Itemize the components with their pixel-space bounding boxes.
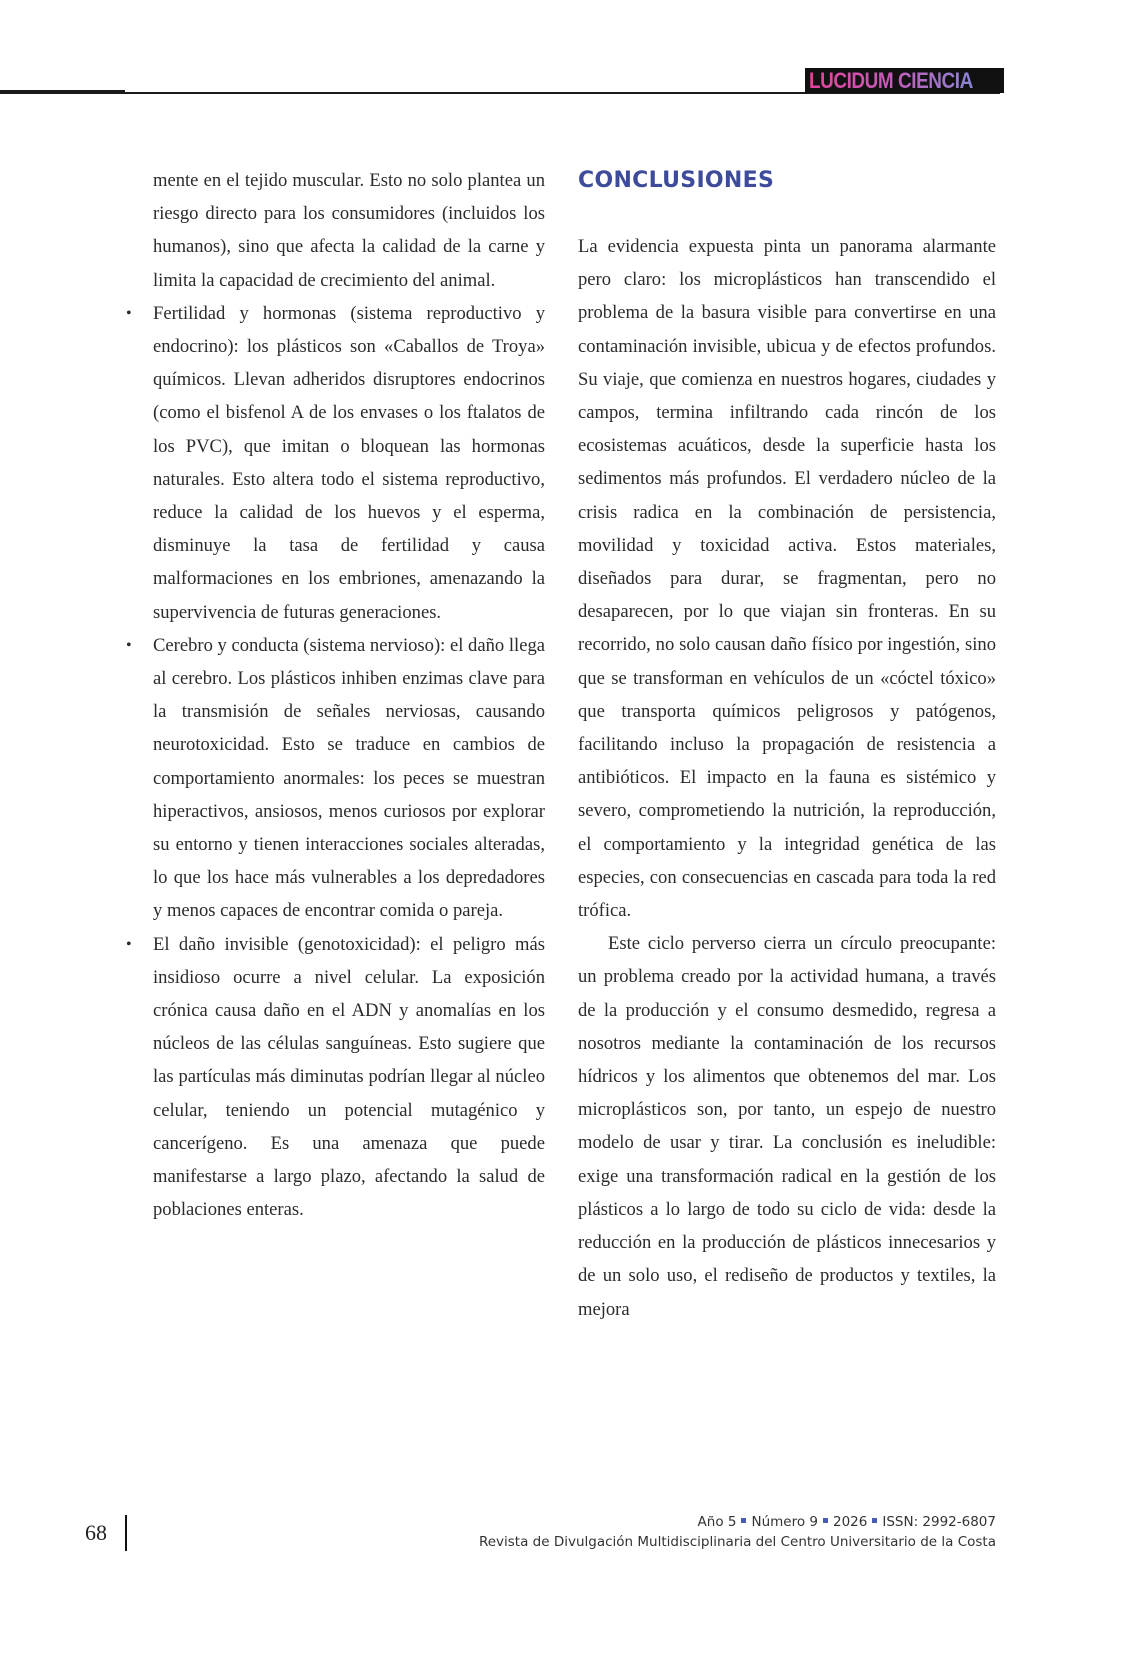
section-heading-conclusions: CONCLUSIONES bbox=[578, 168, 775, 193]
brand-logo bbox=[805, 68, 1004, 93]
issn: ISSN: 2992-6807 bbox=[882, 1514, 996, 1530]
issue-number: Número 9 bbox=[751, 1514, 818, 1530]
right-column bbox=[578, 164, 996, 1326]
bullet-text: Fertilidad y hormonas (sistema reproductivo y endocrino): los plásticos son «Caballos de Troya» químicos. Llevan adheridos disruptores endocrinos (como el bisfenol A de los envases o los ftalatos de los PVC), que imitan o bloquean las hormonas naturales. Esto altera todo el sistema reproductivo, reduce la calidad de los huevos y el esperma, disminuye la tasa de fertilidad y causa malformaciones en los embriones, amenazando la supervivencia de futuras generaciones. bbox=[153, 302, 545, 623]
conclusion-paragraph-1: La evidencia expuesta pinta un panorama alarmante pero claro: los microplásticos han transcendido el problema de la basura visible para convertirse en una contaminación invisible, ubicua y de efectos profundos. Su viaje, que comienza en nuestros hogares, ciudades y campos, termina infiltrando cada rincón de los ecosistemas acuáticos, desde la superficie hasta los sedimentos más profundos. El verdadero núcleo de la crisis radica en la combinación de persistencia, movilidad y toxicidad activa. Estos materiales, diseñados para durar, se fragmentan, pero no desaparecen, por lo que viajan sin fronteras. En su recorrido, no solo causan daño físico por ingestión, sino que se transforman en vehículos de un «cóctel tóxico» que transporta químicos peligrosos y patógenos, facilitando incluso la propagación de resistencia a antibióticos. El impacto en la fauna es sistémico y severo, comprometiendo la nutrición, la reproducción, el comportamiento y la integridad genética de las especies, con consecuencias en cascada para toda la red trófica. bbox=[578, 236, 996, 922]
square-separator-icon bbox=[872, 1518, 877, 1523]
bullet-icon: • bbox=[126, 935, 132, 953]
bullet-icon: • bbox=[126, 636, 132, 654]
square-separator-icon bbox=[823, 1518, 828, 1523]
bullet-item-brain bbox=[126, 629, 545, 928]
left-column bbox=[126, 164, 545, 1227]
page-number-divider bbox=[125, 1515, 127, 1551]
brand-name: LUCIDUM CIENCIA bbox=[809, 68, 973, 93]
journal-name: Revista de Divulgación Multidisciplinaria del Centro Universitario de la Costa bbox=[478, 1534, 996, 1550]
bullet-icon: • bbox=[126, 304, 132, 322]
header-rule-accent bbox=[0, 90, 125, 94]
continued-paragraph: mente en el tejido muscular. Esto no solo plantea un riesgo directo para los consumidores (incluidos los humanos), sino que afecta la calidad de la carne y limita la capacidad de crecimiento del animal. bbox=[153, 170, 545, 291]
issue-line bbox=[479, 1512, 996, 1532]
bullet-item-fertility bbox=[126, 297, 545, 629]
issue-year: Año 5 bbox=[697, 1514, 737, 1530]
footer-info bbox=[479, 1512, 996, 1552]
bullet-text: Cerebro y conducta (sistema nervioso): el daño llega al cerebro. Los plásticos inhiben enzimas clave para la transmisión de señales nerviosas, causando neurotoxicidad. Esto se traduce en cambios de comportamiento anormales: los peces se muestran hiperactivos, ansiosos, menos curiosos por explorar su entorno y tienen interacciones sociales alteradas, lo que los hace más vulnerables a los depredadores y menos capaces de encontrar comida o pareja. bbox=[153, 634, 545, 922]
bullet-item-genotoxicity bbox=[126, 928, 545, 1227]
square-separator-icon bbox=[741, 1518, 746, 1523]
issue-date: 2026 bbox=[832, 1514, 868, 1530]
bullet-text: El daño invisible (genotoxicidad): el peligro más insidioso ocurre a nivel celular. La exposición crónica causa daño en el ADN y anomalías en los núcleos de las células sanguíneas. Esto sugiere que las partículas más diminutas podrían llegar al núcleo celular, teniendo un potencial mutagénico y cancerígeno. Es una amenaza que puede manifestarse a largo plazo, afectando la salud de poblaciones enteras. bbox=[153, 933, 545, 1221]
page-number: 68 bbox=[85, 1520, 107, 1545]
conclusion-paragraph-2: Este ciclo perverso cierra un círculo preocupante: un problema creado por la actividad humana, a través de la producción y el consumo desmedido, regresa a nosotros mediante la contaminación de los recursos hídricos y los alimentos que obtenemos del mar. Los microplásticos son, por tanto, un espejo de nuestro modelo de usar y tirar. La conclusión es ineludible: exige una transformación radical en la gestión de los plásticos a lo largo de todo su ciclo de vida: desde la reducción en la producción de plásticos innecesarios y de un solo uso, el rediseño de productos y textiles, la mejora bbox=[578, 933, 996, 1320]
